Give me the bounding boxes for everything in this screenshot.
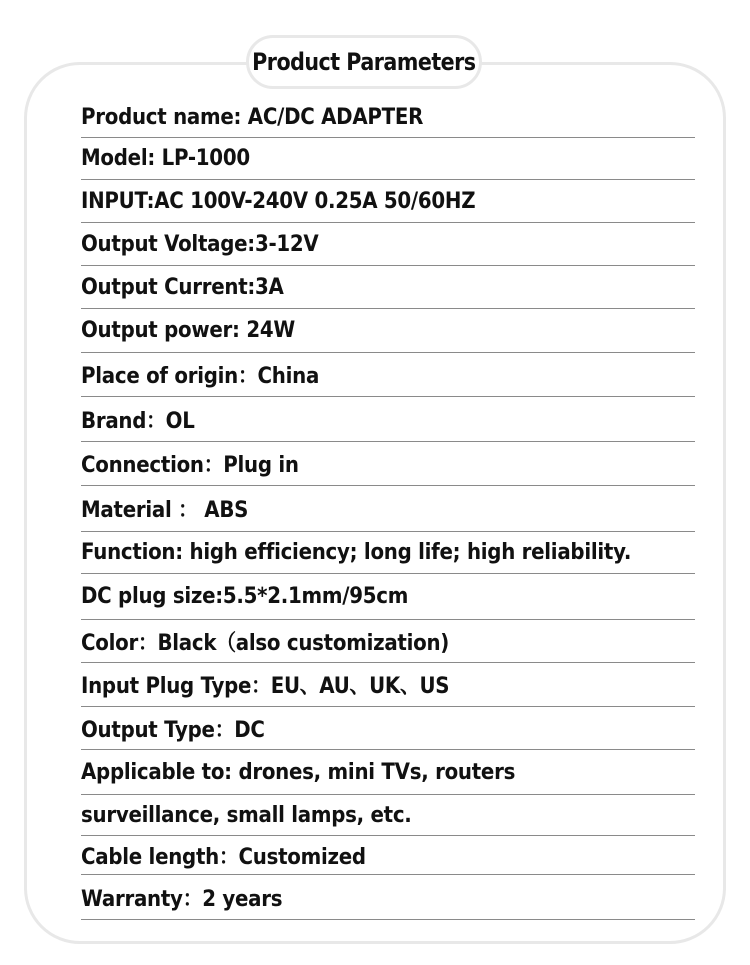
param-text: Color：Black（also customization) bbox=[81, 630, 450, 656]
param-row-input-plug-type bbox=[81, 663, 695, 707]
param-text: Warranty：2 years bbox=[81, 886, 283, 912]
param-row-input bbox=[81, 180, 695, 223]
param-text: Cable length：Customized bbox=[81, 844, 366, 870]
param-text: Material ： ABS bbox=[81, 498, 249, 523]
param-row-material bbox=[81, 486, 695, 532]
param-text: Input Plug Type：EU、AU、UK、US bbox=[81, 674, 450, 699]
param-text: surveillance, small lamps, etc. bbox=[81, 802, 412, 828]
param-text: Product name: AC/DC ADAPTER bbox=[81, 105, 424, 130]
param-row-connection bbox=[81, 442, 695, 486]
param-text: Applicable to: drones, mini TVs, routers bbox=[81, 759, 516, 785]
page-title: Product Parameters bbox=[252, 48, 476, 76]
param-row-function bbox=[81, 532, 695, 574]
param-text: DC plug size:5.5*2.1mm/95cm bbox=[81, 584, 409, 609]
param-row-applicable-to bbox=[81, 750, 695, 795]
param-text: Brand：OL bbox=[81, 408, 195, 434]
param-row-model bbox=[81, 138, 695, 180]
param-row-brand bbox=[81, 397, 695, 442]
param-text: Output power: 24W bbox=[81, 318, 295, 343]
param-row-warranty bbox=[81, 875, 695, 920]
param-row-applicable-to-continued bbox=[81, 795, 695, 836]
param-row-output-current bbox=[81, 266, 695, 309]
param-text: Output Voltage:3-12V bbox=[81, 231, 319, 257]
param-text: Place of origin：China bbox=[81, 364, 320, 389]
param-text: Model: LP-1000 bbox=[81, 146, 250, 171]
param-row-output-power bbox=[81, 309, 695, 353]
param-text: Connection：Plug in bbox=[81, 453, 299, 478]
title-badge bbox=[246, 35, 482, 89]
param-row-output-type bbox=[81, 707, 695, 750]
param-row-product-name bbox=[81, 98, 695, 138]
param-text: INPUT:AC 100V-240V 0.25A 50/60HZ bbox=[81, 188, 476, 214]
param-row-color bbox=[81, 620, 695, 663]
param-text: Output Type：DC bbox=[81, 717, 265, 743]
param-text: Output Current:3A bbox=[81, 274, 284, 300]
param-row-place-of-origin bbox=[81, 353, 695, 397]
param-row-dc-plug-size bbox=[81, 574, 695, 620]
param-row-output-voltage bbox=[81, 223, 695, 266]
param-row-cable-length bbox=[81, 836, 695, 875]
param-text: Function: high efficiency; long life; high reliability. bbox=[81, 540, 632, 565]
